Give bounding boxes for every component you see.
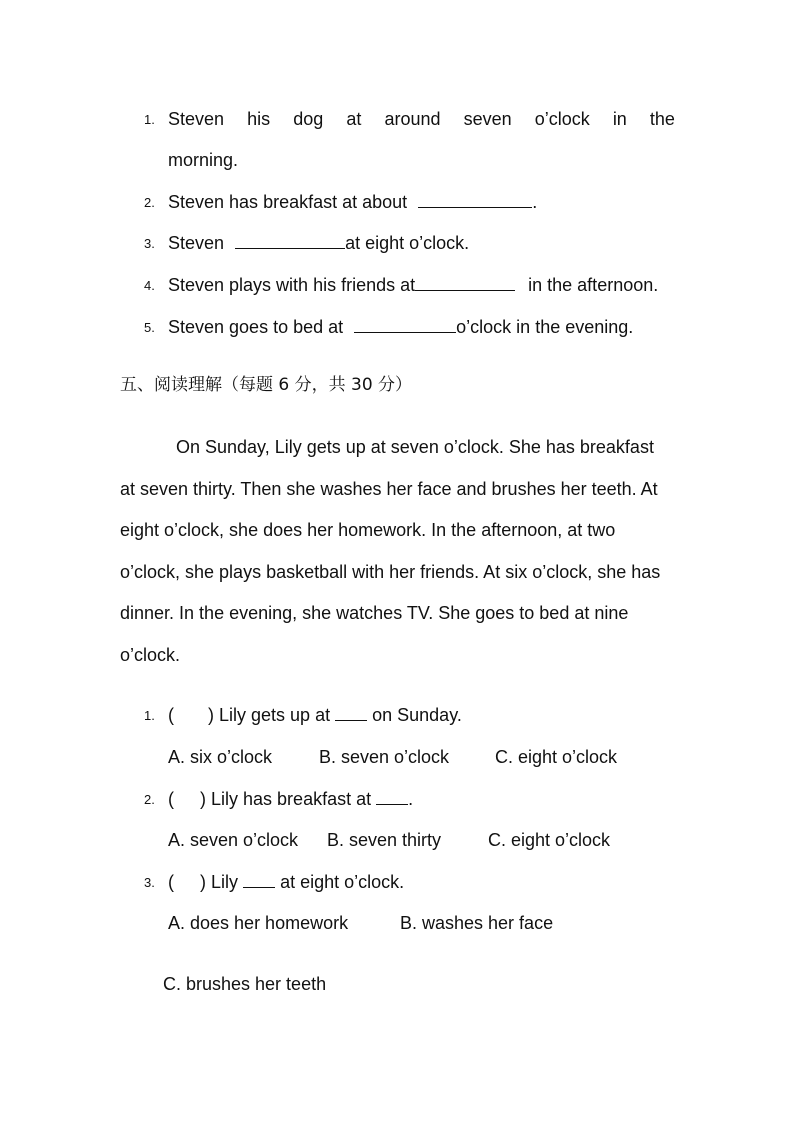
item-word: o’clock [534, 109, 590, 129]
answer-blank [243, 871, 275, 888]
answer-blank [418, 191, 532, 208]
question-2 [168, 787, 413, 811]
item-number: 5. [144, 320, 155, 335]
answer-paren-close: ) [200, 789, 206, 809]
item-text: Steven has breakfast at about [168, 192, 408, 212]
fill-in-item-4 [168, 273, 658, 297]
item-word: around [384, 109, 441, 129]
option-a: A. seven o’clock [168, 830, 299, 850]
item-word: at [346, 109, 362, 129]
answer-paren-close: ) [200, 872, 206, 892]
answer-paren-close: ) [208, 705, 214, 725]
item-number: 3. [144, 236, 155, 251]
passage-line: at seven thirty. Then she washes her face and brushes her teeth. At [120, 479, 658, 499]
question-1 [168, 703, 462, 727]
fill-in-item-2 [168, 190, 537, 214]
question-text: . [408, 789, 414, 809]
item-number: 4. [144, 278, 155, 293]
fill-in-item-1-line-1 [168, 107, 675, 131]
option-b: B. seven thirty [327, 830, 442, 850]
fill-in-item-5 [168, 315, 633, 339]
answer-paren-open: ( [168, 705, 174, 725]
passage-line: eight o’clock, she does her homework. In the afternoon, at two [120, 520, 616, 540]
item-number: 2. [144, 195, 155, 210]
passage-line: On Sunday, Lily gets up at seven o’clock. She has breakfast [176, 437, 654, 457]
item-number: 1. [144, 112, 155, 127]
passage-line: dinner. In the evening, she watches TV. She goes to bed at nine [120, 603, 629, 623]
option-b: B. seven o’clock [319, 747, 450, 767]
answer-paren-open: ( [168, 789, 174, 809]
question-text: Lily gets up at [219, 705, 331, 725]
section-heading: 五、阅读理解（每题 6 分，共 30 分） [120, 375, 413, 395]
item-word: in [612, 109, 627, 129]
item-text: . [532, 192, 538, 212]
answer-blank [235, 232, 345, 249]
option-b: B. washes her face [400, 913, 554, 933]
answer-blank [354, 316, 456, 333]
question-text: at eight o’clock. [280, 872, 405, 892]
fill-in-item-3 [168, 231, 469, 255]
item-text: Steven [168, 233, 225, 253]
answer-blank [335, 704, 367, 721]
option-a: A. six o’clock [168, 747, 273, 767]
item-text: o’clock in the evening. [456, 317, 634, 337]
option-a: A. does her homework [168, 913, 349, 933]
passage-line: o’clock, she plays basketball with her friends. At six o’clock, she has [120, 562, 661, 582]
passage-line: o’clock. [120, 645, 181, 665]
item-text: Steven plays with his friends at [168, 275, 416, 295]
question-text: Lily has breakfast at [211, 789, 372, 809]
item-text: at eight o’clock. [345, 233, 470, 253]
question-text: Lily [211, 872, 239, 892]
fill-in-item-1-line-2: morning. [168, 150, 239, 170]
question-number: 3. [144, 875, 155, 890]
answer-paren-open: ( [168, 872, 174, 892]
answer-blank [415, 274, 515, 291]
option-c: C. eight o’clock [495, 747, 618, 767]
item-word: seven [463, 109, 512, 129]
option-c: C. brushes her teeth [163, 974, 327, 994]
item-text: Steven [168, 109, 225, 129]
answer-blank [376, 788, 408, 805]
question-3 [168, 870, 404, 894]
item-text: in the afternoon. [528, 275, 659, 295]
item-word: dog [293, 109, 324, 129]
item-word: the [649, 109, 675, 129]
item-word: his [247, 109, 271, 129]
item-text: Steven goes to bed at [168, 317, 344, 337]
option-c: C. eight o’clock [488, 830, 611, 850]
question-number: 2. [144, 792, 155, 807]
question-text: on Sunday. [372, 705, 462, 725]
question-number: 1. [144, 708, 155, 723]
